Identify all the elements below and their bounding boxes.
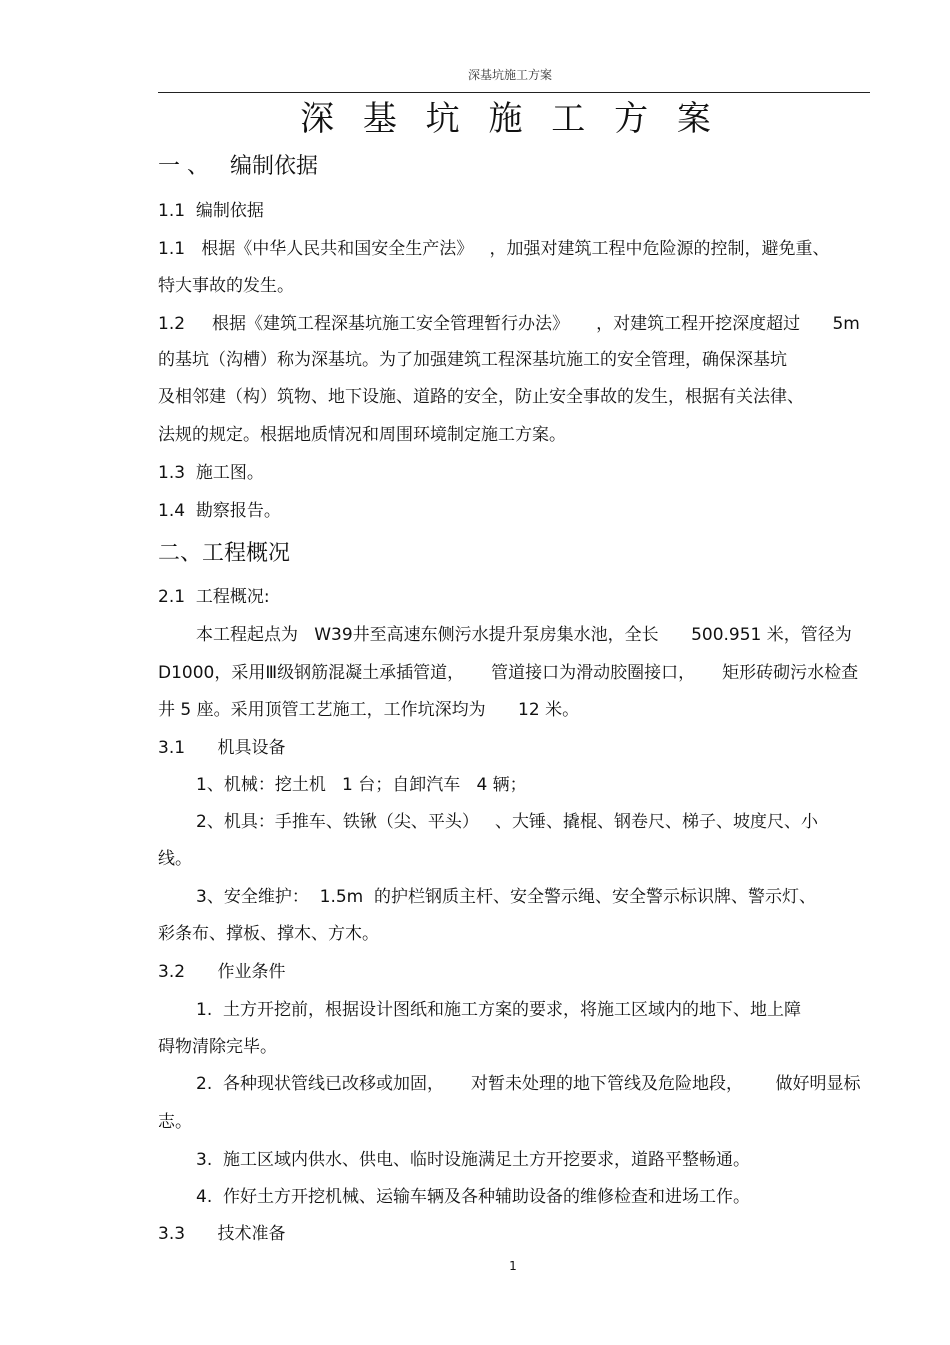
paragraph-line: 1.1 根据《中华人民共和国安全生产法》 ，加强对建筑工程中危险源的控制，避免重、: [158, 239, 830, 259]
subsection-heading: 2.1 工程概况:: [158, 587, 270, 607]
paragraph-line: 志。: [158, 1112, 192, 1132]
paragraph-line: 及相邻建（构）筑物、地下设施、道路的安全，防止安全事故的发生，根据有关法律、: [158, 387, 804, 407]
list-item: 1. 土方开挖前，根据设计图纸和施工方案的要求，将施工区域内的地下、地上障: [196, 1000, 802, 1020]
list-item: 1、机械：挖土机 1 台；自卸汽车 4 辆；: [196, 775, 527, 795]
paragraph-line: 碍物清除完毕。: [158, 1037, 277, 1057]
paragraph-line: 井 5 座。采用顶管工艺施工，工作坑深均为 12 米。: [158, 700, 580, 720]
list-item: 4. 作好土方开挖机械、运输车辆及各种辅助设备的维修检查和进场工作。: [196, 1187, 751, 1207]
list-item: 2. 各种现状管线已改移或加固， 对暂未处理的地下管线及危险地段， 做好明显标: [196, 1074, 861, 1094]
subsection-heading: 3.3 技术准备: [158, 1224, 286, 1244]
paragraph-line: 的基坑（沟槽）称为深基坑。为了加强建筑工程深基坑施工的安全管理，确保深基坑: [158, 350, 787, 370]
subsection-heading: 3.2 作业条件: [158, 962, 286, 982]
page-number: 1: [509, 1259, 517, 1273]
running-header: 深基坑施工方案: [467, 68, 552, 82]
paragraph-line: 1.2 根据《建筑工程深基坑施工安全管理暂行办法》 ，对建筑工程开挖深度超过 5m: [158, 314, 860, 334]
paragraph-line: 法规的规定。根据地质情况和周围环境制定施工方案。: [158, 425, 566, 445]
paragraph-line: 本工程起点为 W39井至高速东侧污水提升泵房集水池，全长 500.951 米，管径为: [196, 625, 852, 645]
section-heading-1: 一 、 编制依据: [158, 154, 318, 179]
document-title: 深 基 坑 施 工 方 案: [300, 99, 720, 139]
list-item: 3. 施工区域内供水、供电、临时设施满足土方开挖要求，道路平整畅通。: [196, 1150, 751, 1170]
list-item: 3、安全维护： 1.5m 的护栏钢质主杆、安全警示绳、安全警示标识牌、警示灯、: [196, 887, 817, 907]
list-item: 2、机具：手推车、铁锹（尖、平头） 、大锤、撬棍、钢卷尺、梯子、坡度尺、小: [196, 812, 819, 832]
subsection-heading: 3.1 机具设备: [158, 738, 286, 758]
subsection-heading: 1.4 勘察报告。: [158, 501, 281, 521]
subsection-heading: 1.1 编制依据: [158, 201, 264, 221]
paragraph-line: 线。: [158, 849, 192, 869]
section-heading-2: 二、工程概况: [158, 541, 291, 566]
paragraph-line: 特大事故的发生。: [158, 276, 294, 296]
paragraph-line: 彩条布、撑板、撑木、方木。: [158, 924, 379, 944]
header-rule: [158, 92, 870, 93]
subsection-heading: 1.3 施工图。: [158, 463, 264, 483]
paragraph-line: D1000，采用Ⅲ级钢筋混凝土承插管道， 管道接口为滑动胶圈接口， 矩形砖砌污水检查: [158, 663, 859, 683]
